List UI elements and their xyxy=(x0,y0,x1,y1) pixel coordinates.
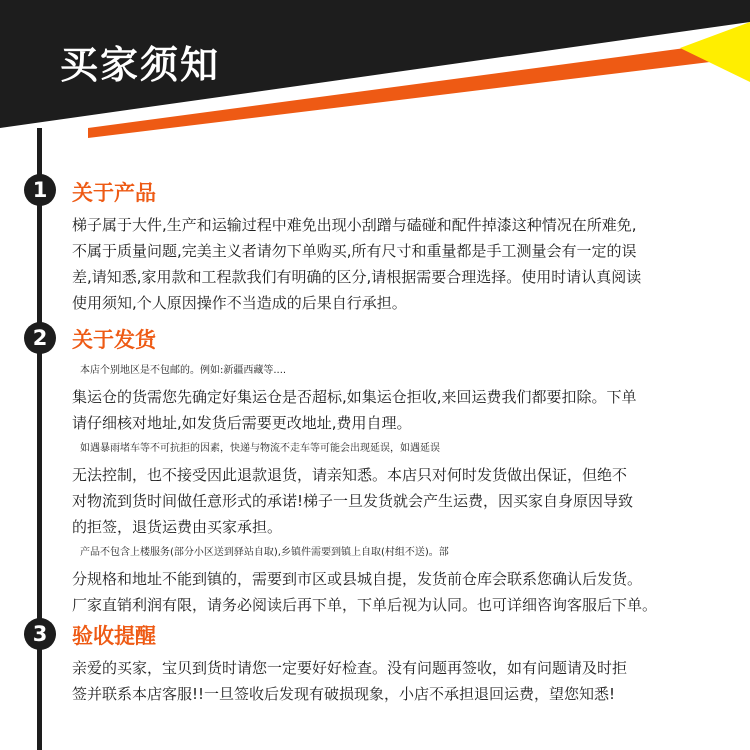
body-line: 集运仓的货需您先确定好集运仓是否超标,如集运仓拒收,来回运费我们都要扣除。下单 xyxy=(72,388,637,406)
body-line: 不属于质量问题,完美主义者请勿下单购买,所有尺寸和重量都是手工测量会有一定的误 xyxy=(72,242,637,260)
section-number-badge: 3 xyxy=(24,618,56,650)
body-line: 无法控制，也不接受因此退款退货，请亲知悉。本店只对何时发货做出保证，但绝不 xyxy=(72,466,628,484)
body-line: 签并联系本店客服!!一旦签收后发现有破损现象，小店不承担退回运费，望您知悉! xyxy=(72,685,616,703)
body-line: 差,请知悉,家用款和工程款我们有明确的区分,请根据需要合理选择。使用时请认真阅读 xyxy=(72,268,642,286)
body-line: 产品不包含上楼服务(部分小区送到驿站自取),乡镇件需要到镇上自取(村组不送)。部 xyxy=(80,547,449,558)
header-yellow-accent xyxy=(680,22,750,82)
section-title: 验收提醒 xyxy=(72,624,156,648)
section-body xyxy=(72,358,736,618)
timeline-line xyxy=(37,128,42,750)
body-line: 对物流到货时间做任意形式的承诺!梯子一旦发货就会产生运费，因买家自身原因导致 xyxy=(72,492,634,510)
body-line: 如遇暴雨堵车等不可抗拒的因素，快递与物流不走车等可能会出现延误，如遇延误 xyxy=(80,443,440,454)
body-line: 请仔细核对地址,如发货后需要更改地址,费用自理。 xyxy=(72,414,412,432)
body-line: 本店个别地区是不包邮的。例如:新疆西藏等.... xyxy=(80,365,287,376)
body-line: 分规格和地址不能到镇的，需要到市区或县城自提，发货前仓库会联系您确认后发货。 xyxy=(72,570,643,588)
body-line: 厂家直销利润有限，请务必阅读后再下单，下单后视为认同。也可详细咨询客服后下单。 xyxy=(72,596,658,614)
body-line: 亲爱的买家，宝贝到货时请您一定要好好检查。没有问题再签收，如有问题请及时拒 xyxy=(72,659,628,677)
section-title: 关于产品 xyxy=(72,181,156,205)
page-title: 买家须知 xyxy=(60,43,221,87)
body-line: 梯子属于大件,生产和运输过程中难免出现小刮蹭与磕碰和配件掉漆这种情况在所难免, xyxy=(72,216,637,234)
section-number-badge: 1 xyxy=(24,174,56,206)
section-body xyxy=(72,212,736,316)
section-title: 关于发货 xyxy=(72,328,156,352)
section-number-badge: 2 xyxy=(24,322,56,354)
body-line: 使用须知,个人原因操作不当造成的后果自行承担。 xyxy=(72,294,407,312)
section-body xyxy=(72,655,736,707)
body-line: 的拒签，退货运费由买家承担。 xyxy=(72,518,283,536)
